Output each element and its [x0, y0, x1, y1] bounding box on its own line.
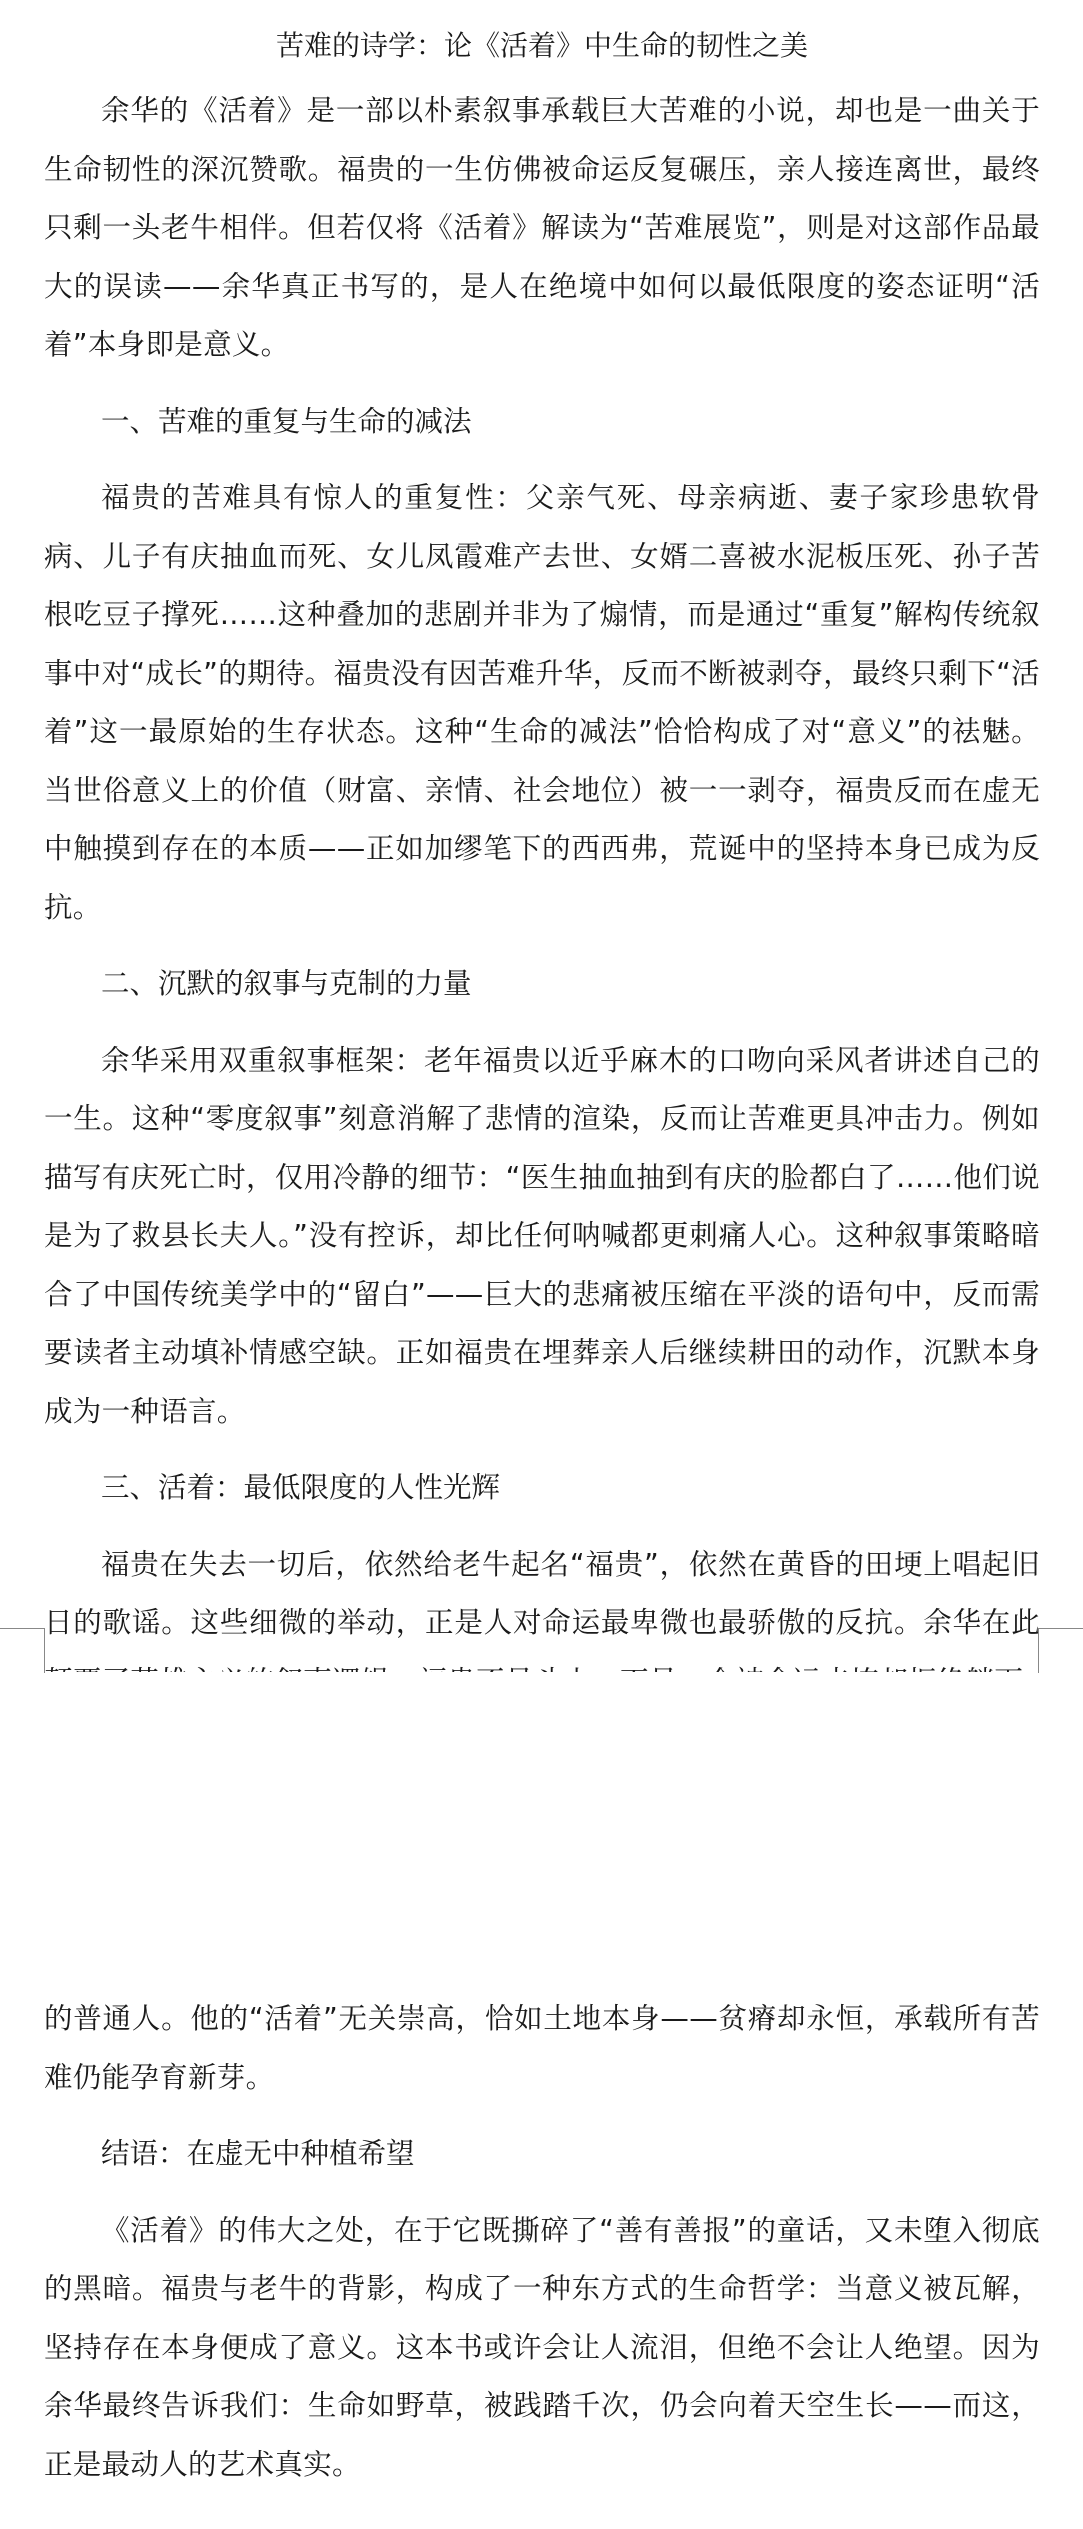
- page-2-text-column: [44, 1990, 1040, 2512]
- conclusion-paragraph: 《活着》的伟大之处，在于它既撕碎了“善有善报”的童话，又未堕入彻底的黑暗。福贵与老牛的背影，构成了一种东方式的生命哲学：当意义被瓦解，坚持存在本身便成了意义。这本书或许会让人流泪，但绝不会让人绝望。因为余华最终告诉我们：生命如野草，被践踏千次，仍会向着天空生长——而这，正是最动人的艺术真实。: [44, 2213, 1040, 2481]
- section-1-paragraph: 福贵的苦难具有惊人的重复性：父亲气死、母亲病逝、妻子家珍患软骨病、儿子有庆抽血而死、女儿凤霞难产去世、女婿二喜被水泥板压死、孙子苦根吃豆子撑死……这种叠加的悲剧并非为了煽情，而是通过“重复”解构传统叙事中对“成长”的期待。福贵没有因苦难升华，反而不断被剥夺，最终只剩下“活着”这一最原始的生存状态。这种“生命的减法”恰恰构成了对“意义”的祛魅。当世俗意义上的价值（财富、亲情、社会地位）被一一剥夺，福贵反而在虚无中触摸到存在的本质——正如加缪笔下的西西弗，荒诞中的坚持本身已成为反抗。: [44, 481, 1040, 924]
- document-title: 苦难的诗学：论《活着》中生命的韧性之美: [275, 29, 808, 62]
- conclusion-heading: 结语：在虚无中种植希望: [101, 2137, 415, 2170]
- page-1-bottom-right-crop-mark: [1038, 1628, 1083, 1673]
- document-page-2: [0, 1990, 1083, 2529]
- page-1-text-column: [44, 16, 1040, 1729]
- section-3-paragraph-part-1: 福贵在失去一切后，依然给老牛起名“福贵”，依然在黄昏的田埂上唱起旧日的歌谣。这些细微的举动，正是人对命运最卑微也最骄傲的反抗。余华在此: [44, 1547, 1040, 1639]
- section-2-heading: 二、沉默的叙事与克制的力量: [101, 967, 472, 1000]
- section-1-heading: 一、苦难的重复与生命的减法: [101, 404, 472, 438]
- intro-paragraph: 余华的《活着》是一部以朴素叙事承载巨大苦难的小说，却也是一曲关于生命韧性的深沉赞歌。福贵的一生仿佛被命运反复碾压，亲人接连离世，最终只剩一头老牛相伴。但若仅将《活着》解读为“苦难展览”，则是对这部作品最大的误读——余华真正书写的，是人在绝境中如何以最低限度的姿态证明“活着”本身即是意义。: [44, 94, 1040, 361]
- page-1-bottom-left-crop-mark: [0, 1628, 45, 1673]
- section-3-heading: 三、活着：最低限度的人性光辉: [101, 1471, 501, 1504]
- section-3-paragraph-part-2: 的普通人。他的“活着”无关崇高，恰如土地本身——贫瘠却永恒，承载所有苦难仍能孕育新芽。: [44, 2002, 1040, 2094]
- page-break-gap: [0, 1672, 1083, 1990]
- section-2-paragraph: 余华采用双重叙事框架：老年福贵以近乎麻木的口吻向采风者讲述自己的一生。这种“零度叙事”刻意消解了悲情的渲染，反而让苦难更具冲击力。例如描写有庆死亡时，仅用冷静的细节：“医生抽血抽到有庆的脸都白了……他们说是为了救县长夫人。”没有控诉，却比任何呐喊都更刺痛人心。这种叙事策略暗合了中国传统美学中的“留白”——巨大的悲痛被压缩在平淡的语句中，反而需要读者主动填补情感空缺。正如福贵在埋葬亲人后继续耕田的动作，沉默本身成为一种语言。: [44, 1043, 1040, 1428]
